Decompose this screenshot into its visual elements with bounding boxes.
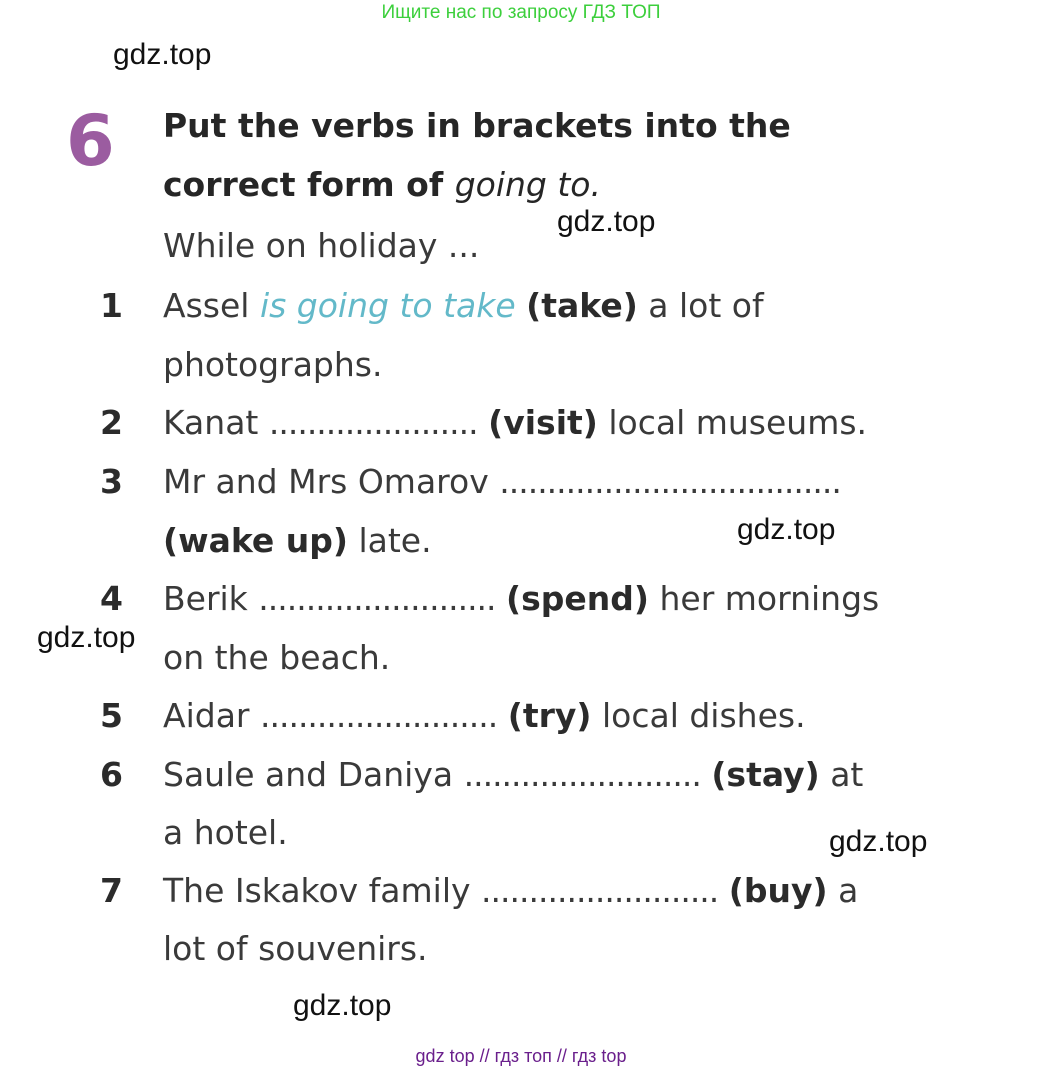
item-verb: (stay) bbox=[711, 755, 820, 794]
watermark-text: gdz.top bbox=[37, 621, 136, 654]
item-subject: Saule and Daniya bbox=[163, 755, 454, 794]
item-continuation: a hotel. bbox=[163, 813, 288, 852]
exercise-item bbox=[163, 403, 867, 442]
answer-blank[interactable]: .................................... bbox=[499, 462, 841, 501]
item-verb: (wake up) bbox=[163, 521, 348, 560]
item-number: 6 bbox=[100, 755, 123, 794]
watermark-text: gdz.top bbox=[829, 825, 928, 858]
item-continuation: on the beach. bbox=[163, 638, 391, 677]
item-number: 7 bbox=[100, 871, 123, 910]
item-number: 1 bbox=[100, 286, 123, 325]
item-number: 2 bbox=[100, 403, 123, 442]
item-verb: (buy) bbox=[728, 871, 828, 910]
answer-blank[interactable]: ...................... bbox=[268, 403, 478, 442]
top-banner[interactable]: Ищите нас по запросу ГДЗ ТОП bbox=[381, 2, 661, 23]
item-subject: Mr and Mrs Omarov bbox=[163, 462, 489, 501]
item-subject: The Iskakov family bbox=[163, 871, 471, 910]
instruction-italic: going to. bbox=[454, 165, 601, 204]
item-verb: (spend) bbox=[506, 579, 649, 618]
item-subject: Kanat bbox=[163, 403, 259, 442]
answer-blank[interactable]: ......................... bbox=[463, 755, 701, 794]
item-verb: (take) bbox=[526, 286, 638, 325]
item-answer: is going to take bbox=[259, 286, 516, 325]
instruction-text: Put the verbs in brackets into the bbox=[163, 106, 791, 145]
item-number: 3 bbox=[100, 462, 123, 501]
item-subject: Assel bbox=[163, 286, 250, 325]
exercise-item bbox=[163, 696, 806, 735]
item-verb: (try) bbox=[507, 696, 592, 735]
item-number: 4 bbox=[100, 579, 123, 618]
exercise-item bbox=[163, 871, 858, 910]
item-continuation: photographs. bbox=[163, 345, 383, 384]
item-rest: local museums. bbox=[608, 403, 868, 442]
exercise-intro: While on holiday ... bbox=[163, 226, 480, 265]
answer-blank[interactable]: ......................... bbox=[481, 871, 719, 910]
item-continuation bbox=[163, 521, 432, 560]
item-rest: at bbox=[830, 755, 864, 794]
item-subject: Aidar bbox=[163, 696, 250, 735]
item-number: 5 bbox=[100, 696, 123, 735]
item-subject: Berik bbox=[163, 579, 248, 618]
footer-links[interactable]: gdz top // гдз топ // гдз top bbox=[415, 1046, 627, 1066]
exercise-item bbox=[163, 755, 863, 794]
watermark-text: gdz.top bbox=[293, 989, 392, 1022]
exercise-instruction bbox=[163, 96, 883, 214]
item-rest: her mornings bbox=[659, 579, 880, 618]
watermark-text: gdz.top bbox=[737, 513, 836, 546]
item-continuation: lot of souvenirs. bbox=[163, 929, 428, 968]
item-rest: a bbox=[838, 871, 859, 910]
exercise-item bbox=[163, 579, 879, 618]
exercise-number: 6 bbox=[66, 100, 113, 182]
answer-blank[interactable]: ......................... bbox=[258, 579, 496, 618]
exercise-item bbox=[163, 462, 841, 501]
instruction-text: correct form of bbox=[163, 165, 444, 204]
item-rest: a lot of bbox=[648, 286, 764, 325]
item-rest: local dishes. bbox=[601, 696, 806, 735]
answer-blank[interactable]: ......................... bbox=[259, 696, 498, 735]
item-rest: late. bbox=[358, 521, 432, 560]
watermark-text: gdz.top bbox=[557, 205, 656, 238]
item-verb: (visit) bbox=[488, 403, 598, 442]
exercise-item bbox=[163, 286, 764, 325]
watermark-text: gdz.top bbox=[113, 38, 212, 71]
